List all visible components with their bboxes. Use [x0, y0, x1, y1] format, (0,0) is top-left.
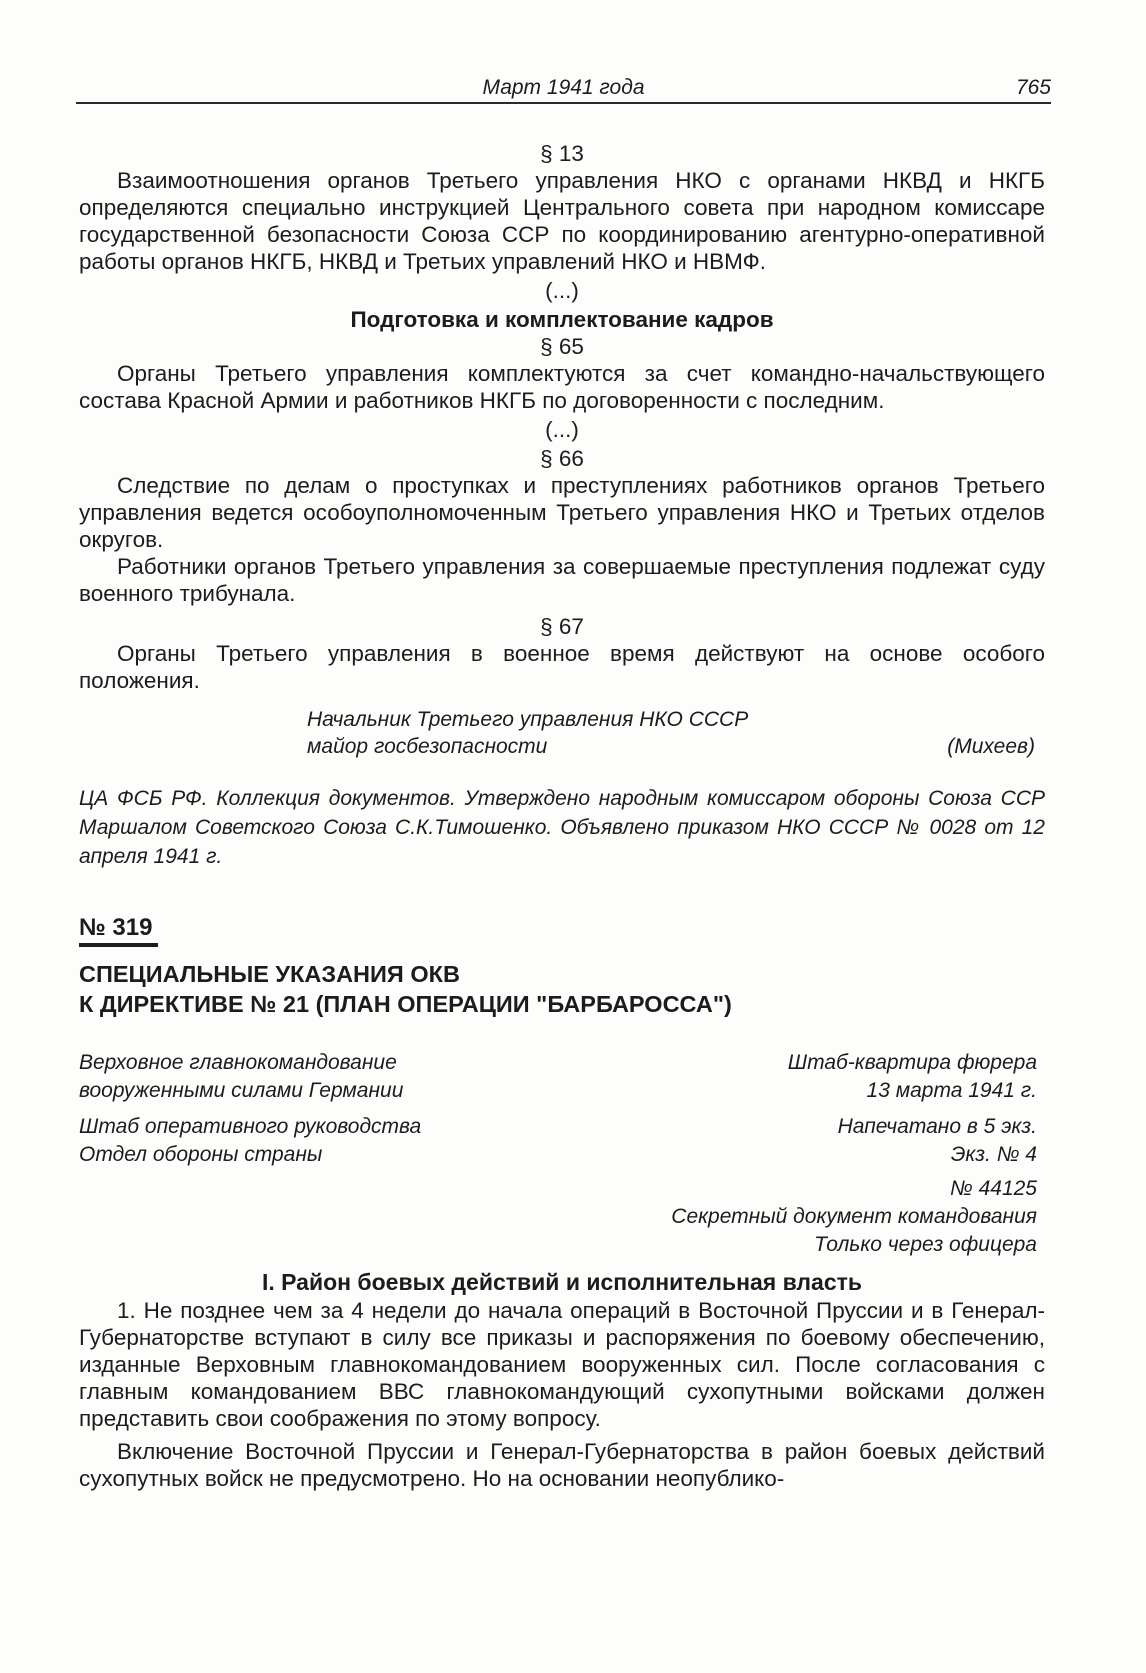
- document-title: [79, 959, 1045, 1019]
- part-heading: I. Район боевых действий и исполнительная власть: [261, 1269, 863, 1295]
- subheading-personnel: Подготовка и комплектование кадров: [350, 307, 774, 332]
- meta-section: Отдел обороны страны: [79, 1143, 323, 1166]
- archive-source-note: ЦА ФСБ РФ. Коллекция документов. Утверждено народным комиссаром обороны Союза ССР Маршалом Советского Союза С.К.Тимошенко. Объявлено приказом НКО СССР № 0028 от 12 апреля 1941 г.: [79, 787, 1045, 868]
- section-number-13: § 13: [540, 141, 584, 166]
- page-number: 765: [1015, 76, 1051, 99]
- signature-block: [79, 706, 1045, 760]
- omission-mark: (...): [545, 278, 579, 303]
- document-meta-3: [79, 1175, 1045, 1259]
- paragraph-13: Взаимоотношения органов Третьего управления НКО с органами НКВД и НКГБ определяются специально инструкцией Центрального совета при народном комиссаре государственной безопасности Союза ССР по координированию агентурно-оперативной работы органов НКГБ, НКВД и Третьих управлений НКО и НВМФ.: [79, 168, 1045, 274]
- meta-department: Штаб оперативного руководства: [79, 1115, 422, 1138]
- running-title: Март 1941 года: [482, 76, 645, 99]
- meta-copy-number: Экз. № 4: [950, 1143, 1037, 1166]
- paragraph-67: Органы Третьего управления в военное время действуют на основе особого положения.: [79, 641, 1045, 693]
- meta-issuer: Верховное главнокомандование: [79, 1051, 397, 1074]
- paragraph-part1-2: Включение Восточной Пруссии и Генерал-Губернаторства в район боевых действий сухопутных войск не предусмотрено. Но на основании неопублико-: [79, 1439, 1045, 1491]
- meta-reg-number: № 44125: [950, 1177, 1037, 1200]
- paragraph-part1-1: 1. Не позднее чем за 4 недели до начала операций в Восточной Пруссии и в Генерал-Губернаторстве вступают в силу все приказы и распоряжения по боевому обеспечению, изданные Верховным главнокомандованием вооруженных сил. После согласования с главным командованием ВВС главнокомандующий сухопутными войсками должен представить свои соображения по этому вопросу.: [79, 1298, 1045, 1431]
- paragraph-66-a: Следствие по делам о проступках и преступлениях работников органов Третьего управления ведется особоуполномоченным Третьего управления НКО и Третьих отделов округов.: [79, 473, 1045, 552]
- meta-copies: Напечатано в 5 экз.: [837, 1115, 1037, 1138]
- page-header: [76, 72, 1051, 104]
- meta-issuer-2: вооруженными силами Германии: [79, 1079, 404, 1102]
- paragraph-66-b: Работники органов Третьего управления за совершаемые преступления подлежат суду военного трибунала.: [79, 554, 1045, 606]
- meta-location: Штаб-квартира фюрера: [787, 1051, 1037, 1074]
- section-number-66: § 66: [540, 446, 584, 471]
- meta-classification: Секретный документ командования: [671, 1205, 1037, 1228]
- document-number: № 319: [79, 913, 158, 947]
- meta-date: 13 марта 1941 г.: [866, 1079, 1037, 1102]
- meta-handling: Только через офицера: [814, 1233, 1037, 1256]
- page-body: [79, 140, 1045, 1492]
- omission-mark: (...): [545, 417, 579, 442]
- signature-name: (Михеев): [947, 735, 1035, 758]
- section-number-67: § 67: [540, 614, 584, 639]
- signature-rank: майор госбезопасности: [307, 735, 548, 758]
- document-meta-2: [79, 1113, 1045, 1169]
- document-title-line: К ДИРЕКТИВЕ № 21 (ПЛАН ОПЕРАЦИИ "БАРБАРОССА"): [79, 991, 732, 1017]
- section-number-65: § 65: [540, 334, 584, 359]
- paragraph-65: Органы Третьего управления комплектуются за счет командно-начальствующего состава Красной Армии и работников НКГБ по договоренности с последним.: [79, 361, 1045, 413]
- document-title-line: СПЕЦИАЛЬНЫЕ УКАЗАНИЯ ОКВ: [79, 961, 460, 987]
- signature-title: Начальник Третьего управления НКО СССР: [307, 708, 749, 731]
- document-meta-1: [79, 1049, 1045, 1105]
